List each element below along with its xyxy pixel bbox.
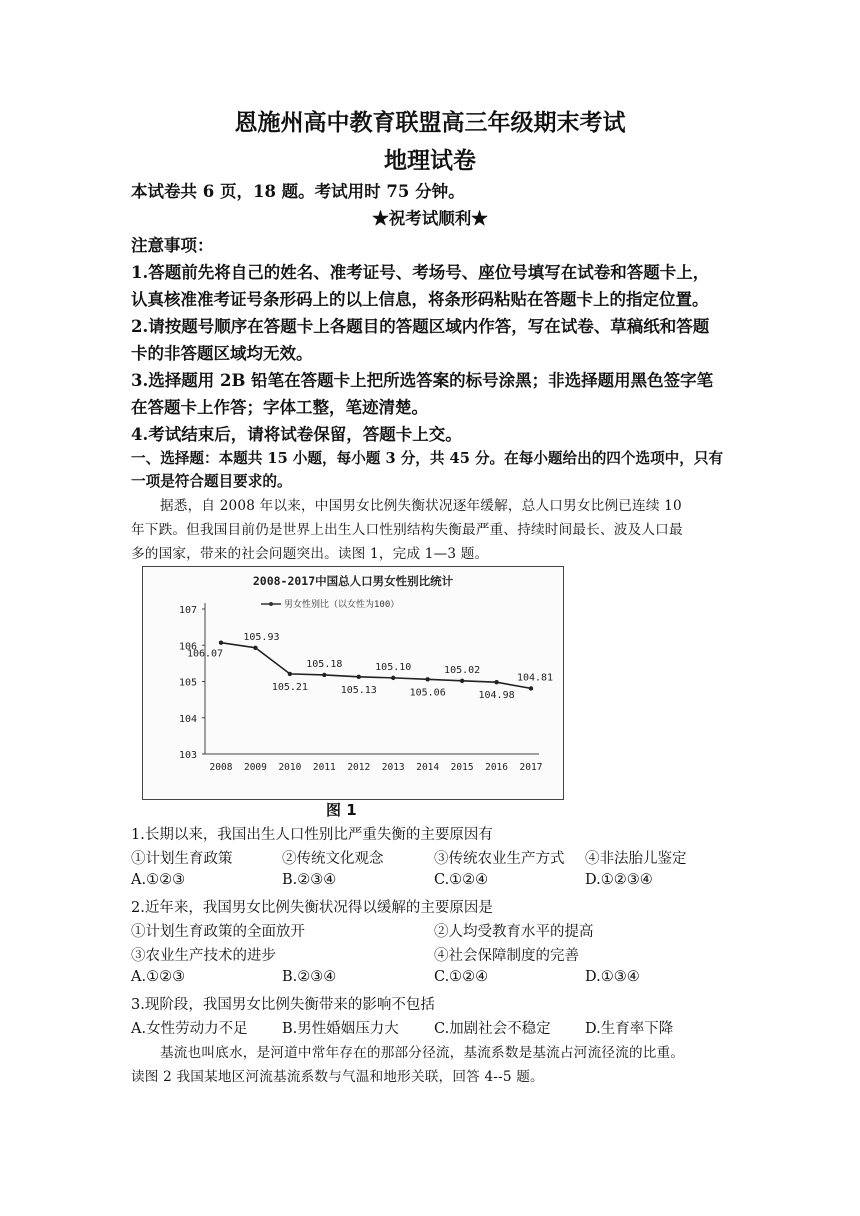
q2-item: ②人均受教育水平的提高 (434, 924, 594, 940)
notice-line: 卡的非答题区域均无效。 (131, 344, 313, 363)
data-label: 105.21 (271, 681, 308, 693)
data-point (391, 676, 395, 680)
data-point (494, 680, 498, 684)
y-tick-label: 104 (178, 713, 197, 725)
y-tick-label: 107 (178, 605, 197, 616)
passage-line: 年下跌。但我国目前仍是世界上出生人口性别结构失衡最严重、持续时间最长、波及人口最 (131, 522, 683, 538)
q1-option-d[interactable]: D.①②③④ (585, 872, 653, 888)
exam-info: 本试卷共 6 页，18 题。考试用时 75 分钟。 (131, 182, 465, 201)
y-tick-label: 105 (178, 677, 197, 689)
line-chart (143, 567, 563, 799)
q3-option-d[interactable]: D.生育率下降 (585, 1021, 674, 1037)
q2-option-c[interactable]: C.①②④ (434, 969, 489, 985)
good-luck-line: ★祝考试顺利★ (372, 209, 488, 228)
data-point (357, 675, 361, 679)
data-point (288, 672, 292, 676)
x-tick-label: 2012 (347, 762, 371, 773)
x-tick-label: 2013 (381, 762, 405, 773)
q2-item: ④社会保障制度的完善 (434, 948, 579, 964)
q1-option-b[interactable]: B.②③④ (282, 872, 337, 888)
exam-title: 恩施州高中教育联盟高三年级期末考试 (234, 109, 626, 136)
x-tick-label: 2008 (209, 762, 233, 773)
notice-line: 4.考试结束后，请将试卷保留，答题卡上交。 (131, 425, 462, 444)
q3-option-c[interactable]: C.加剧社会不稳定 (434, 1021, 551, 1037)
data-label: 105.13 (340, 684, 377, 696)
q2-item: ③农业生产技术的进步 (131, 948, 276, 964)
q1-item: ①计划生育政策 (131, 851, 233, 867)
section-heading-cont: 一项是符合题目要求的。 (131, 473, 292, 490)
q1-option-c[interactable]: C.①②④ (434, 872, 489, 888)
passage-line: 读图 2 我国某地区河流基流系数与气温和地形关联，回答 4--5 题。 (131, 1069, 544, 1085)
section-heading: 一、选择题：本题共 15 小题，每小题 3 分，共 45 分。在每小题给出的四个选项中，只有 (131, 450, 724, 467)
x-tick-label: 2016 (485, 762, 509, 773)
data-point (425, 677, 429, 681)
data-label: 105.18 (306, 658, 343, 670)
data-point (253, 646, 257, 650)
notice-line: 3.选择题用 2B 铅笔在答题卡上把所选答案的标号涂黑；非选择题用黑色签字笔 (131, 371, 714, 390)
x-tick-label: 2010 (278, 762, 302, 773)
question-3-stem: 3.现阶段，我国男女比例失衡带来的影响不包括 (131, 997, 435, 1013)
q2-option-b[interactable]: B.②③④ (282, 969, 337, 985)
x-tick-label: 2015 (450, 762, 474, 773)
notice-line: 在答题卡上作答；字体工整，笔迹清楚。 (131, 398, 428, 417)
notice-line: 1.答题前先将自己的姓名、准考证号、考场号、座位号填写在试卷和答题卡上， (131, 263, 710, 282)
data-label: 104.98 (478, 690, 515, 702)
question-1-stem: 1.长期以来，我国出生人口性别比严重失衡的主要原因有 (131, 827, 493, 843)
y-tick-label: 103 (178, 750, 197, 761)
data-point (219, 641, 223, 645)
q2-item: ①计划生育政策的全面放开 (131, 924, 305, 940)
passage-line: 基流也叫底水，是河道中常年存在的那部分径流，基流系数是基流占河流径流的比重。 (160, 1045, 685, 1061)
x-tick-label: 2011 (312, 762, 336, 773)
legend-marker (269, 602, 273, 606)
x-tick-label: 2009 (243, 762, 267, 773)
figure-caption: 图 1 (326, 801, 357, 819)
x-tick-label: 2014 (416, 762, 440, 773)
passage-line: 多的国家，带来的社会问题突出。读图 1，完成 1—3 题。 (131, 546, 489, 562)
data-label: 106.07 (186, 648, 224, 660)
data-point (529, 686, 533, 690)
x-tick-label: 2017 (519, 762, 543, 773)
q2-option-d[interactable]: D.①③④ (585, 969, 640, 985)
data-label: 105.93 (243, 631, 280, 643)
q3-option-a[interactable]: A.女性劳动力不足 (131, 1021, 248, 1037)
notice-heading: 注意事项： (131, 236, 214, 255)
data-label: 105.10 (375, 661, 412, 673)
passage-line: 据悉，自 2008 年以来，中国男女比例失衡状况逐年缓解，总人口男女比例已连续 10 (160, 498, 682, 514)
q1-option-a[interactable]: A.①②③ (131, 872, 186, 888)
notice-line: 2.请按题号顺序在答题卡上各题目的答题区域内作答，写在试卷、草稿纸和答题 (131, 317, 710, 336)
y-tick-label: 106 (178, 641, 197, 653)
legend-label: 男女性别比（以女性为100） (284, 600, 400, 610)
notice-line: 认真核准准考证号条形码上的以上信息，将条形码粘贴在答题卡上的指定位置。 (131, 290, 709, 309)
chart-title: 2008-2017中国总人口男女性别比统计 (252, 574, 454, 588)
q1-item: ②传统文化观念 (282, 851, 384, 867)
figure-1-chart (142, 566, 564, 800)
data-point (460, 679, 464, 683)
q1-item: ④非法胎儿鉴定 (585, 851, 687, 867)
q1-item: ③传统农业生产方式 (434, 851, 565, 867)
data-point (322, 673, 326, 677)
q2-option-a[interactable]: A.①②③ (131, 969, 186, 985)
data-label: 104.81 (516, 672, 554, 684)
q3-option-b[interactable]: B.男性婚姻压力大 (282, 1021, 399, 1037)
question-2-stem: 2.近年来，我国男女比例失衡状况得以缓解的主要原因是 (131, 900, 493, 916)
subject-title: 地理试卷 (384, 147, 476, 174)
data-label: 105.06 (409, 687, 446, 699)
data-label: 105.02 (444, 664, 481, 676)
